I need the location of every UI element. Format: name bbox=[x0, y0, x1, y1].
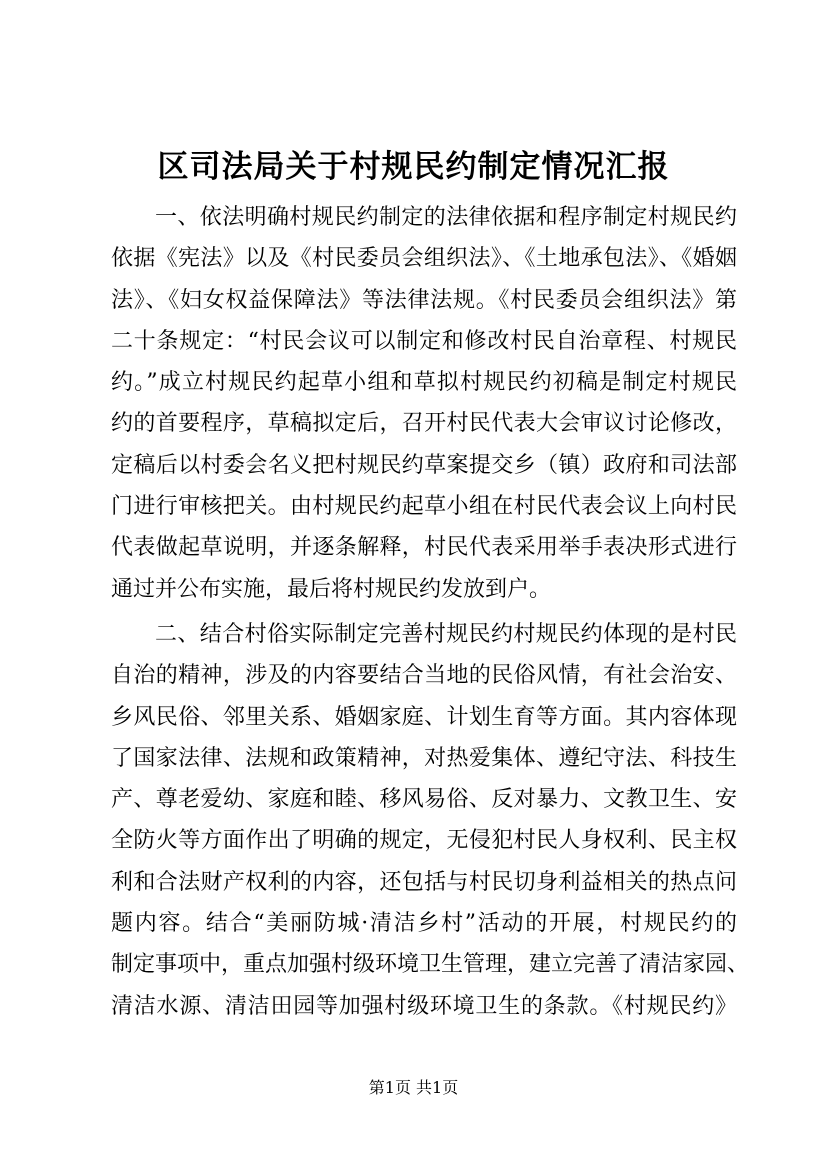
paragraph-line: 自治的精神，涉及的内容要结合当地的民俗风情，有社会治安、 bbox=[111, 663, 737, 689]
paragraph-line: 二十条规定：“村民会议可以制定和修改村民自治章程、村规民 bbox=[111, 328, 737, 354]
paragraph-line: 门进行审核把关。由村规民约起草小组在村民代表会议上向村民 bbox=[111, 494, 737, 520]
paragraph-line: 清洁水源、清洁田园等加强村级环境卫生的条款。《村规民约》 bbox=[111, 993, 737, 1019]
paragraph-2 bbox=[111, 614, 750, 1027]
paragraph-line: 通过并公布实施，最后将村规民约发放到户。 bbox=[111, 576, 552, 602]
paragraph-1 bbox=[111, 197, 737, 610]
document-body bbox=[111, 197, 750, 1027]
paragraph-line: 了国家法律、法规和政策精神，对热爱集体、遵纪守法、科技生 bbox=[111, 745, 737, 771]
paragraph-line: 二、结合村俗实际制定完善村规民约村规民约体现的是村民 bbox=[155, 621, 737, 647]
paragraph-line: 约。”成立村规民约起草小组和草拟村规民约初稿是制定村规民 bbox=[111, 370, 737, 396]
paragraph-line: 依据《宪法》以及《村民委员会组织法》、《土地承包法》、《婚姻 bbox=[111, 246, 737, 272]
paragraph-line: 一、依法明确村规民约制定的法律依据和程序制定村规民约 bbox=[155, 205, 737, 230]
paragraph-line: 利和合法财产权利的内容，还包括与村民切身利益相关的热点问 bbox=[111, 869, 737, 895]
paragraph-line: 定稿后以村委会名义把村规民约草案提交乡（镇）政府和司法部 bbox=[111, 452, 737, 478]
paragraph-line: 乡风民俗、邻里关系、婚姻家庭、计划生育等方面。其内容体现 bbox=[111, 704, 737, 730]
paragraph-line: 制定事项中，重点加强村级环境卫生管理，建立完善了清洁家园、 bbox=[111, 952, 750, 978]
paragraph-line: 约的首要程序，草稿拟定后，召开村民代表大会审议讨论修改， bbox=[111, 411, 737, 437]
page-number-footer: 第1页 共1页 bbox=[368, 1078, 459, 1097]
paragraph-line: 题内容。结合“美丽防城·清洁乡村”活动的开展，村规民约的 bbox=[111, 911, 737, 937]
paragraph-line: 全防火等方面作出了明确的规定，无侵犯村民人身权利、民主权 bbox=[111, 828, 737, 854]
paragraph-line: 代表做起草说明，并逐条解释，村民代表采用举手表决形式进行 bbox=[111, 535, 737, 561]
document-title: 区司法局关于村规民约制定情况汇报 bbox=[157, 149, 670, 185]
paragraph-line: 产、尊老爱幼、家庭和睦、移风易俗、反对暴力、文教卫生、安 bbox=[111, 787, 737, 813]
paragraph-line: 法》、《妇女权益保障法》等法律法规。《村民委员会组织法》第 bbox=[111, 287, 737, 313]
